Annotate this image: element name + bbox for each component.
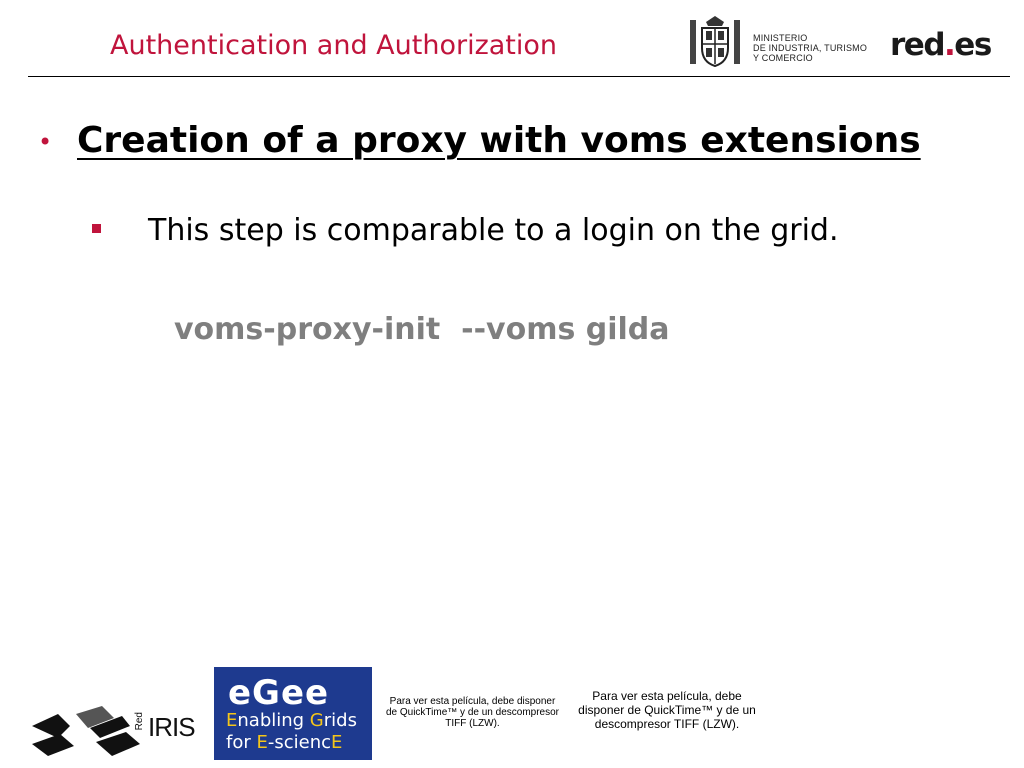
ministry-line: MINISTERIO	[753, 33, 808, 43]
rediris-label: IRIS	[148, 712, 195, 742]
rediris-red-label: Red	[134, 712, 145, 731]
egee-logo-text: eGee	[228, 673, 330, 713]
red-es-logo: red.es	[890, 27, 991, 63]
egee-tagline-line2: for E-sciencE	[226, 732, 343, 753]
slide-title: Authentication and Authorization	[110, 30, 558, 61]
sub-bullet-text: This step is comparable to a login on the grid.	[148, 213, 839, 248]
main-heading: Creation of a proxy with voms extensions	[77, 120, 921, 161]
command-text: voms-proxy-init --voms gilda	[174, 312, 670, 347]
header-divider	[28, 76, 1010, 77]
ministry-label	[753, 33, 867, 63]
quicktime-notice-small: Para ver esta película, debe disponer de QuickTime™ y de un descompresor TIFF (LZW).	[385, 696, 560, 729]
bullet-square-icon	[92, 224, 101, 233]
ministry-line: Y COMERCIO	[753, 53, 813, 63]
bullet-dot-icon: •	[38, 128, 53, 156]
coat-of-arms-icon	[686, 12, 744, 70]
egee-tagline-line1: Enabling Grids	[226, 710, 357, 731]
quicktime-notice-large: Para ver esta película, debe disponer de QuickTime™ y de un descompresor TIFF (LZW).	[578, 689, 756, 731]
ministry-line: DE INDUSTRIA, TURISMO	[753, 43, 868, 53]
